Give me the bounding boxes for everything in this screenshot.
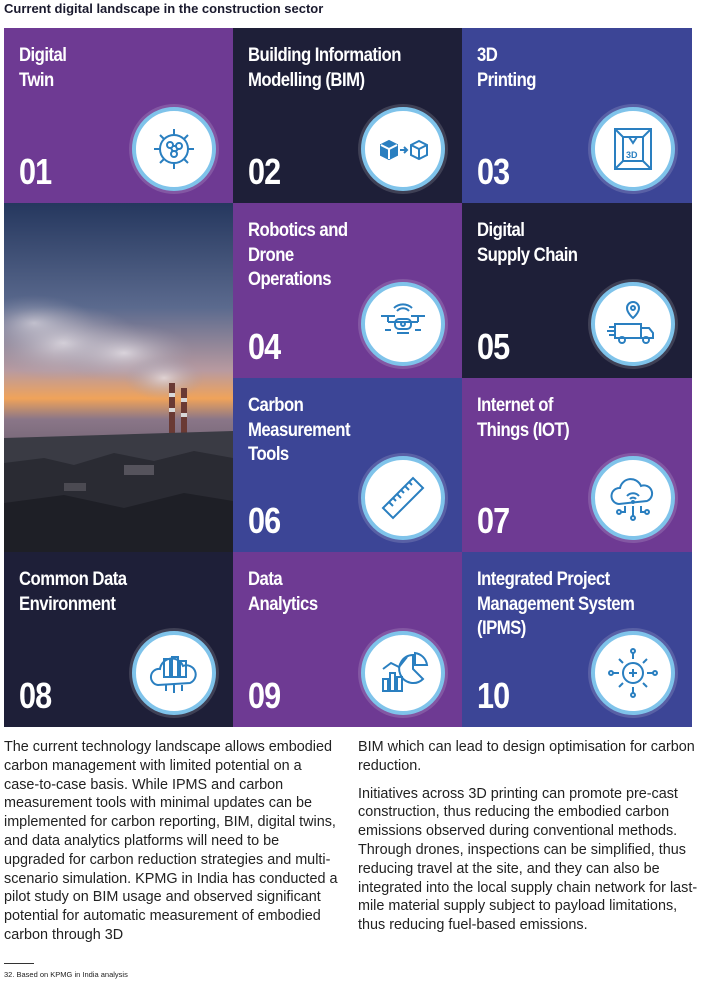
drone-icon — [361, 282, 445, 366]
3d-printer-icon — [591, 107, 675, 191]
cubes-arrow-icon — [361, 107, 445, 191]
tile-digital-supply-chain — [462, 203, 692, 378]
tile-data-analytics — [233, 552, 462, 727]
tile-number: 10 — [477, 675, 510, 716]
tile-title: 3D Printing — [477, 45, 536, 91]
page-title: Current digital landscape in the construction sector — [4, 1, 324, 16]
body-paragraph: BIM which can lead to design optimisation for carbon reduction. — [358, 739, 695, 774]
tile-title: Data Analytics — [248, 569, 318, 615]
tile-number: 05 — [477, 326, 510, 367]
ruler-icon — [361, 456, 445, 540]
tile-number: 07 — [477, 500, 510, 541]
svg-text:3D: 3D — [626, 150, 638, 160]
analytics-chart-icon — [361, 631, 445, 715]
tile-iot — [462, 378, 692, 552]
tile-carbon-measurement — [233, 378, 462, 552]
technology-grid — [4, 28, 692, 727]
tile-common-data-environment — [4, 552, 233, 727]
tile-title: Digital Supply Chain — [477, 220, 578, 266]
tile-number: 04 — [248, 326, 281, 367]
tile-number: 09 — [248, 675, 281, 716]
delivery-truck-icon — [591, 282, 675, 366]
body-column-2 — [358, 738, 706, 935]
tile-title: Integrated Project Management System (IPMS) — [477, 569, 635, 639]
gear-network-icon — [132, 107, 216, 191]
tile-ipms — [462, 552, 692, 727]
tile-robotics-drones — [233, 203, 462, 378]
body-column-1: The current technology landscape allows embodied carbon management with limited potential on a case-to-case basis. While IPMS and carbon measurement tools with minimal updates can be implemented for carbon reporting, BIM, digital twins, and data analytics platforms will need to be upgraded for carbon reduction strategies and multi-scenario simulation. KPMG in India has conducted a pilot study on BIM usage and observed significant potential for automatic measurement of embodied carbon through 3D — [4, 739, 338, 943]
tile-title: Internet of Things (IOT) — [477, 395, 570, 441]
tile-title: Common Data Environment — [19, 569, 127, 615]
tile-digital-twin — [4, 28, 233, 203]
data-cloud-icon — [132, 631, 216, 715]
footnote: 32. Based on KPMG in India analysis — [4, 970, 128, 979]
tile-bim — [233, 28, 462, 203]
tile-3d-printing — [462, 28, 692, 203]
tile-number: 03 — [477, 151, 510, 192]
project-management-icon — [591, 631, 675, 715]
tile-title: Digital Twin — [19, 45, 67, 91]
tile-number: 01 — [19, 151, 52, 192]
tile-number: 06 — [248, 500, 281, 541]
footnote-divider — [4, 963, 34, 964]
cloud-wifi-icon — [591, 456, 675, 540]
tile-title: Robotics and Drone Operations — [248, 220, 348, 290]
tile-title: Building Information Modelling (BIM) — [248, 45, 401, 91]
tile-number: 08 — [19, 675, 52, 716]
factory-smokestack-photo — [4, 203, 233, 552]
tile-number: 02 — [248, 151, 281, 192]
body-paragraph: Initiatives across 3D printing can promote pre-cast construction, thus reducing the embodied carbon emissions observed during conventional methods. Through drones, inspections can be simplified, thus reducing travel at the site, and they can also be integrated into the local supply chain network for last-mile material supply subject to payload limitations, thus reducing fuel-based emissions. — [358, 785, 698, 934]
tile-title: Carbon Measurement Tools — [248, 395, 350, 465]
